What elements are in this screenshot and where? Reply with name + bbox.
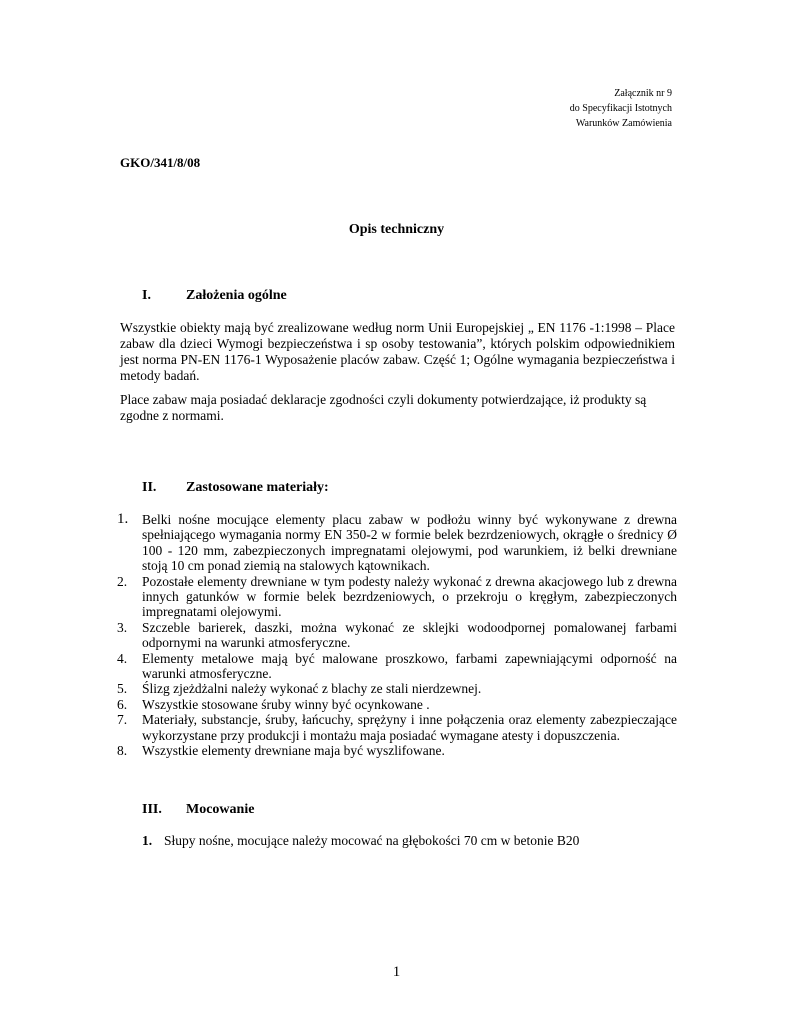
mounting-item-text: Słupy nośne, mocujące należy mocować na głębokości 70 cm w betonie B20 — [164, 833, 580, 848]
list-item — [117, 620, 677, 651]
section-2-number: II. — [142, 480, 157, 495]
list-item-text: Belki nośne mocujące elementy placu zabaw w podłożu winny być wykonywane z drewna spełniającego wymagania normy EN 350-2 w formie belek bezrdzeniowych, okrągłe o średnicy Ø 100 - 120 mm, zabezpieczonych impregnatami olejowymi, pod warunkiem, iż belki drewniane stoją 10 cm ponad ziemią na stalowych kątownikach. — [142, 512, 677, 574]
list-item-text: Materiały, substancje, śruby, łańcuchy, sprężyny i inne połączenia oraz elementy zabezpieczające wykorzystane przy produkcji i montażu maja posiadać wymagane atesty i dopuszczenia. — [142, 712, 677, 743]
section-3-number: III. — [142, 802, 162, 817]
list-item-number: 7. — [117, 712, 128, 728]
mounting-item-number: 1. — [142, 833, 153, 848]
list-item-number: 3. — [117, 619, 128, 635]
annex-header — [570, 86, 672, 131]
section-3-title: Mocowanie — [186, 802, 255, 817]
list-item — [117, 681, 677, 696]
section-1-title: Założenia ogólne — [186, 288, 287, 303]
list-item-number: 4. — [117, 650, 128, 666]
list-item-number: 1. — [117, 511, 129, 527]
list-item-text: Elementy metalowe mają być malowane proszkowo, farbami zapewniającymi odporność na warunki atmosferyczne. — [142, 650, 677, 682]
list-item — [117, 712, 677, 743]
list-item-text: Ślizg zjeżdżalni należy wykonać z blachy ze stali nierdzewnej. — [142, 681, 482, 697]
list-item — [117, 651, 677, 682]
section-3-heading — [142, 802, 254, 818]
list-item-text: Pozostałe elementy drewniane w tym podesty należy wykonać z drewna akacjowego lub z drewna innych gatunków w formie belek bezrdzeniowych, o przekroju o kręgłym, zabezpieczonych impregnatami olejowymi. — [142, 573, 677, 620]
document-title: Opis techniczny — [348, 222, 445, 237]
list-item — [117, 512, 677, 574]
list-item-number: 2. — [117, 573, 128, 589]
mounting-item — [142, 833, 579, 849]
section-2-heading — [142, 480, 329, 496]
list-item-text: Wszystkie elementy drewniane maja być wyszlifowane. — [142, 743, 445, 759]
list-item — [117, 574, 677, 620]
list-item — [117, 697, 677, 712]
section-1-heading — [142, 288, 287, 304]
section-1-paragraph-1: Wszystkie obiekty mają być zrealizowane według norm Unii Europejskiej „ EN 1176 -1:1998 – Place zabaw dla dzieci Wymogi bezpieczeństwa i sp osoby testowania”, których polskim odpowiednikiem jest norma PN-EN 1176-1 Wyposażenie placów zabaw. Część 1; Ogólne wymagania bezpieczeństwa i metody badań. — [120, 320, 675, 383]
list-item-number: 5. — [117, 681, 128, 697]
list-item — [117, 743, 677, 758]
section-1-paragraph-2: Place zabaw maja posiadać deklaracje zgodności czyli dokumenty potwierdzające, iż produkty są zgodne z normami. — [120, 392, 647, 423]
materials-list — [117, 512, 677, 759]
list-item-number: 6. — [117, 696, 128, 712]
page-number: 1 — [392, 964, 401, 980]
list-item-text: Wszystkie stosowane śruby winny być ocynkowane . — [142, 696, 430, 712]
list-item-number: 8. — [117, 743, 128, 759]
case-number: GKO/341/8/08 — [120, 155, 201, 170]
section-1-number: I. — [142, 288, 151, 303]
section-2-title: Zastosowane materiały: — [186, 480, 329, 495]
annex-line-3: Warunków Zamówienia — [575, 118, 672, 129]
list-item-text: Szczeble barierek, daszki, można wykonać ze sklejki wodoodpornej pomalowanej farbami odpornymi na warunki atmosferyczne. — [142, 619, 677, 651]
annex-line-2: do Specyfikacji Istotnych — [569, 103, 672, 114]
annex-line-1: Załącznik nr 9 — [614, 88, 672, 99]
